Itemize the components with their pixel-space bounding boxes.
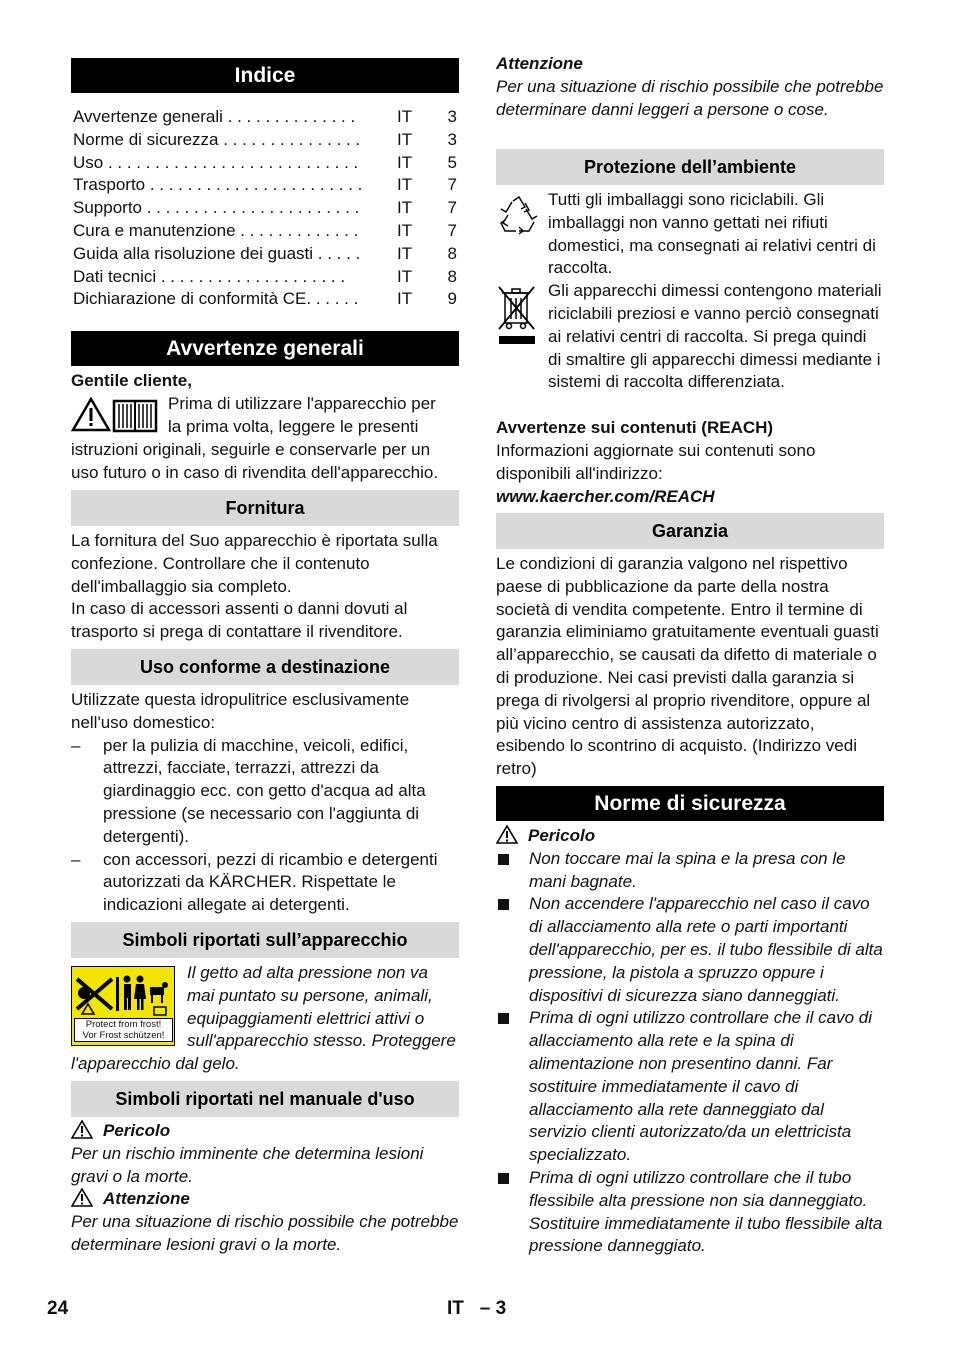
reach-link[interactable]: www.kaercher.com/REACH	[496, 486, 715, 506]
toc-row[interactable]	[73, 106, 457, 129]
toc-lang: IT	[397, 152, 413, 172]
safety-item: Non toccare mai la spina e la presa con le mani bagnate.	[496, 848, 884, 894]
safety-heading: Norme di sicurezza	[496, 786, 884, 821]
safety-item: Prima di ogni utilizzo controllare che il cavo di allacciamento alla rete e la spina di alimentazione non presentino danni. Far sostituire immediatamente il cavo di allacciamento alla rete danneggiato dal servizio clienti autorizzato/da un elettricista specializzato.	[496, 1007, 884, 1167]
device-symbols-heading: Simboli riportati sull’apparecchio	[71, 922, 459, 958]
manual-symbols-section	[71, 1120, 459, 1257]
warning-triangle-icon	[71, 1188, 93, 1207]
toc-page: 8	[447, 243, 457, 263]
intro-line-3: istruzioni originali, seguirle e conservarle per un	[71, 439, 431, 459]
sticker-line-1: Protect from frost!	[85, 1019, 162, 1030]
toc-page: 7	[447, 175, 457, 195]
environment-section	[496, 189, 884, 508]
weee-bin-icon	[496, 284, 538, 353]
supply-text-1: La fornitura del Suo apparecchio è riportata sulla confezione. Controllare che il contenuto dell'imballaggio sia completo.	[71, 531, 438, 596]
warranty-section	[496, 553, 884, 781]
toc-lang: IT	[397, 289, 413, 309]
toc-title: Dichiarazione di conformità CE. . . . . .	[73, 289, 359, 309]
manual-symbols-heading: Simboli riportati nel manuale d'uso	[71, 1081, 459, 1117]
toc-row[interactable]	[73, 152, 457, 175]
toc-page: 7	[447, 220, 457, 240]
proper-use-item: – con accessori, pezzi di ricambio e detergenti autorizzati da KÄRCHER. Rispettate le indicazioni allegate ai detergenti.	[71, 849, 438, 915]
toc-title: Norme di sicurezza . . . . . . . . . . . . . . .	[73, 129, 361, 149]
supply-heading: Fornitura	[71, 490, 459, 526]
toc-lang: IT	[397, 175, 413, 195]
proper-use-section	[71, 689, 459, 917]
toc-lang: IT	[397, 220, 413, 240]
toc-lang: IT	[397, 243, 413, 263]
footer-lang-page: IT – 3	[447, 1298, 507, 1319]
warranty-heading: Garanzia	[496, 513, 884, 549]
safety-section	[496, 825, 884, 1258]
toc-page: 8	[447, 266, 457, 286]
caution-section	[496, 53, 884, 121]
toc-page: 3	[447, 129, 457, 149]
toc-row[interactable]	[73, 288, 457, 311]
proper-use-heading: Uso conforme a destinazione	[71, 649, 459, 685]
toc-title: Trasporto . . . . . . . . . . . . . . . . . . . . . . .	[73, 175, 363, 195]
toc-row[interactable]	[73, 197, 457, 220]
toc-page: 7	[447, 198, 457, 218]
environment-heading: Protezione dell’ambiente	[496, 149, 884, 185]
bullet-square-icon	[498, 854, 509, 865]
toc-row[interactable]	[73, 174, 457, 197]
toc-lang: IT	[397, 129, 413, 149]
no-spray-pictogram-icon	[72, 969, 173, 1019]
toc-page: 5	[447, 152, 457, 172]
toc-list	[73, 106, 457, 311]
toc-row[interactable]	[73, 129, 457, 152]
sticker-line-2: Vor Frost schützen!	[82, 1030, 165, 1041]
toc-page: 9	[447, 289, 457, 309]
toc-title: Supporto . . . . . . . . . . . . . . . . . . . . . . .	[73, 198, 360, 218]
safety-item: Non accendere l'apparecchio nel caso il cavo di allacciamento alla rete o parti importanti dell'apparecchio, per es. il tubo flessibile di alta pressione, la pistola a spruzzo oppure i dispositivi di sicurezza siano danneggiati.	[496, 893, 884, 1007]
supply-text-2: In caso di accessori assenti o danni dovuti al trasporto si prega di contattare il rivenditore.	[71, 599, 408, 642]
general-section	[71, 370, 459, 484]
salutation: Gentile cliente,	[71, 371, 192, 390]
page-number: 24	[47, 1298, 69, 1319]
bullet-square-icon	[498, 1173, 509, 1184]
toc-row[interactable]	[73, 220, 457, 243]
device-symbols-section	[71, 962, 459, 1076]
recycle-icon	[498, 195, 540, 242]
protect-from-frost-sticker	[71, 966, 175, 1046]
toc-title: Avvertenze generali . . . . . . . . . . . . . .	[73, 107, 356, 126]
caution-label: Attenzione	[496, 54, 583, 73]
toc-title: Dati tecnici . . . . . . . . . . . . . . . . . . . .	[73, 266, 346, 286]
toc-row[interactable]	[73, 266, 457, 289]
warning-triangle-icon	[496, 825, 518, 844]
bullet-square-icon	[498, 899, 509, 910]
intro-line-4: uso futuro o in caso di rivendita dell'apparecchio.	[71, 462, 439, 482]
reach-heading: Avvertenze sui contenuti (REACH)	[496, 418, 774, 438]
safety-item: Prima di ogni utilizzo controllare che il tubo flessibile alta pressione non sia danneggiato. Sostituire immediatamente il tubo flessibile alta pressione danneggiato.	[496, 1167, 884, 1258]
toc-page: 3	[447, 107, 457, 126]
recycle-text: Tutti gli imballaggi sono riciclabili. Gli imballaggi non vanno gettati nei rifiuti domestici, ma consegnati ai relativi centri di raccolta.	[548, 190, 876, 278]
bullet-square-icon	[498, 1013, 509, 1024]
supply-section	[71, 530, 459, 644]
toc-lang: IT	[397, 266, 413, 286]
danger-label: Pericolo	[71, 1120, 459, 1143]
intro-line-2: la prima volta, leggere le presenti	[168, 416, 419, 436]
proper-use-intro: Utilizzate questa idropulitrice esclusivamente nell'uso domestico:	[71, 690, 410, 732]
weee-text: Gli apparecchi dimessi contengono materiali riciclabili preziosi e vanno perciò consegnati ai relativi centri di raccolta. Si prega quindi di smaltire gli apparecchi dimessi mediante i sistemi di raccolta differenziata.	[548, 281, 882, 392]
toc-lang: IT	[397, 107, 413, 126]
safety-danger-label: Pericolo	[496, 825, 884, 848]
warranty-text: Le condizioni di garanzia valgono nel rispettivo paese di pubblicazione da parte della nostra società di vendita competente. Entro il termine di garanzia eliminiamo gratuitamente eventuali guasti all’apparecchio, se causati da difetto di materiale o di produzione. Nei casi previsti dalla garanzia si prega di rivolgersi al proprio rivenditore, oppure al più vicino centro di assistenza autorizzato, esibendo lo scontrino di acquisto. (Indirizzo vedi retro)	[496, 554, 879, 779]
reach-text: Informazioni aggiornate sui contenuti sono disponibili all'indirizzo:	[496, 440, 816, 483]
warning-text: Per una situazione di rischio possibile che potrebbe determinare lesioni gravi o la morte.	[71, 1212, 459, 1254]
warning-triangle-icon	[71, 1120, 93, 1139]
toc-heading: Indice	[71, 58, 459, 93]
warning-label: Attenzione	[71, 1188, 459, 1211]
toc-title: Uso . . . . . . . . . . . . . . . . . . . . . . . . . . .	[73, 152, 359, 172]
intro-line-1: Prima di utilizzare l'apparecchio per	[168, 393, 436, 413]
toc-row[interactable]	[73, 243, 457, 266]
toc-lang: IT	[397, 198, 413, 218]
toc-title: Cura e manutenzione . . . . . . . . . . . . .	[73, 220, 359, 240]
warning-book-icon	[71, 397, 159, 440]
proper-use-item: – per la pulizia di macchine, veicoli, edifici, attrezzi, facciate, terrazzi, attrezzi da giardinaggio ecc. con getto d'acqua ad alta pressione (se necessario con l'aggiunta di detergenti).	[71, 735, 426, 846]
toc-title: Guida alla risoluzione dei guasti . . . . .	[73, 243, 361, 263]
caution-text: Per una situazione di rischio possibile che potrebbe determinare danni leggeri a persone o cose.	[496, 76, 884, 119]
device-symbols-text: Il getto ad alta pressione non va mai puntato su persone, animali, equipaggiamenti elettrici attivi o sull'apparecchio stesso. Proteggere l'apparecchio dal gelo.	[71, 963, 456, 1074]
danger-text: Per un rischio imminente che determina lesioni gravi o la morte.	[71, 1143, 424, 1186]
general-heading: Avvertenze generali	[71, 331, 459, 366]
